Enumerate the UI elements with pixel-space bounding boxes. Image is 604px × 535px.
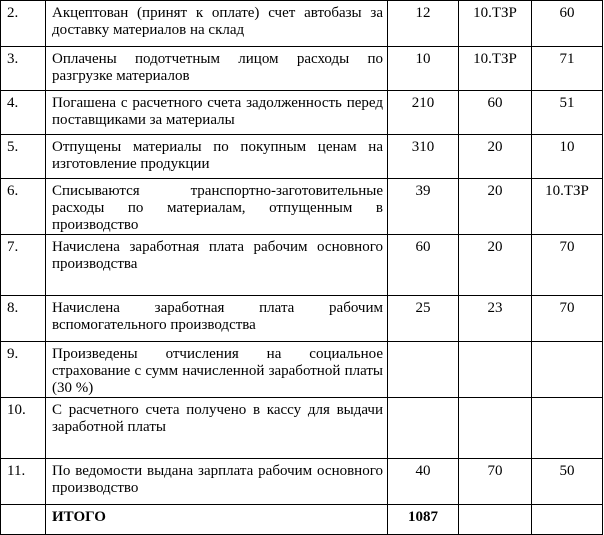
operation-text: Погашена с расчетного счета задолженность перед поставщиками за материалы	[46, 91, 388, 135]
amount-cell: 25	[388, 296, 459, 342]
row-number: 4.	[1, 91, 46, 135]
credit-cell	[532, 342, 603, 398]
row-number: 2.	[1, 1, 46, 47]
row-number: 8.	[1, 296, 46, 342]
operation-text: Начислена заработная плата рабочим основного производства	[46, 235, 388, 296]
debit-cell: 10.ТЗР	[459, 47, 532, 91]
amount-cell: 39	[388, 179, 459, 235]
total-label: ИТОГО	[46, 505, 388, 535]
operation-text: С расчетного счета получено в кассу для выдачи заработной платы	[46, 398, 388, 459]
total-row	[1, 505, 603, 535]
amount-cell: 40	[388, 459, 459, 505]
operation-text: Начислена заработная плата рабочим вспомогательного производства	[46, 296, 388, 342]
operation-text: Списываются транспортно-заготовительные расходы по материалам, отпущенным в производство	[46, 179, 388, 235]
credit-cell: 10	[532, 135, 603, 179]
debit-cell: 23	[459, 296, 532, 342]
debit-cell: 10.ТЗР	[459, 1, 532, 47]
table-row	[1, 235, 603, 296]
table-row	[1, 459, 603, 505]
row-number: 7.	[1, 235, 46, 296]
amount-cell: 60	[388, 235, 459, 296]
row-number: 10.	[1, 398, 46, 459]
credit-cell: 50	[532, 459, 603, 505]
credit-cell: 70	[532, 235, 603, 296]
total-number-cell	[1, 505, 46, 535]
credit-cell	[532, 398, 603, 459]
debit-cell: 20	[459, 179, 532, 235]
table-row	[1, 179, 603, 235]
credit-cell: 60	[532, 1, 603, 47]
table-row	[1, 91, 603, 135]
operation-text: Акцептован (принят к оплате) счет автобазы за доставку материалов на склад	[46, 1, 388, 47]
debit-cell	[459, 398, 532, 459]
table-row	[1, 47, 603, 91]
table-row	[1, 296, 603, 342]
total-debit-cell	[459, 505, 532, 535]
amount-cell: 12	[388, 1, 459, 47]
debit-cell: 20	[459, 235, 532, 296]
amount-cell	[388, 398, 459, 459]
row-number: 11.	[1, 459, 46, 505]
amount-cell: 10	[388, 47, 459, 91]
debit-cell: 70	[459, 459, 532, 505]
amount-cell: 310	[388, 135, 459, 179]
row-number: 9.	[1, 342, 46, 398]
operation-text: По ведомости выдана зарплата рабочим основного производство	[46, 459, 388, 505]
total-amount: 1087	[388, 505, 459, 535]
credit-cell: 10.ТЗР	[532, 179, 603, 235]
table-row	[1, 398, 603, 459]
debit-cell: 60	[459, 91, 532, 135]
credit-cell: 70	[532, 296, 603, 342]
amount-cell: 210	[388, 91, 459, 135]
debit-cell: 20	[459, 135, 532, 179]
row-number: 3.	[1, 47, 46, 91]
row-number: 5.	[1, 135, 46, 179]
row-number: 6.	[1, 179, 46, 235]
amount-cell	[388, 342, 459, 398]
table-row	[1, 1, 603, 47]
credit-cell: 51	[532, 91, 603, 135]
total-credit-cell	[532, 505, 603, 535]
operation-text: Произведены отчисления на социальное страхование с сумм начисленной заработной платы (30 %)	[46, 342, 388, 398]
operation-text: Оплачены подотчетным лицом расходы по разгрузке материалов	[46, 47, 388, 91]
debit-cell	[459, 342, 532, 398]
table-row	[1, 135, 603, 179]
operation-text: Отпущены материалы по покупным ценам на изготовление продукции	[46, 135, 388, 179]
table-row	[1, 342, 603, 398]
credit-cell: 71	[532, 47, 603, 91]
